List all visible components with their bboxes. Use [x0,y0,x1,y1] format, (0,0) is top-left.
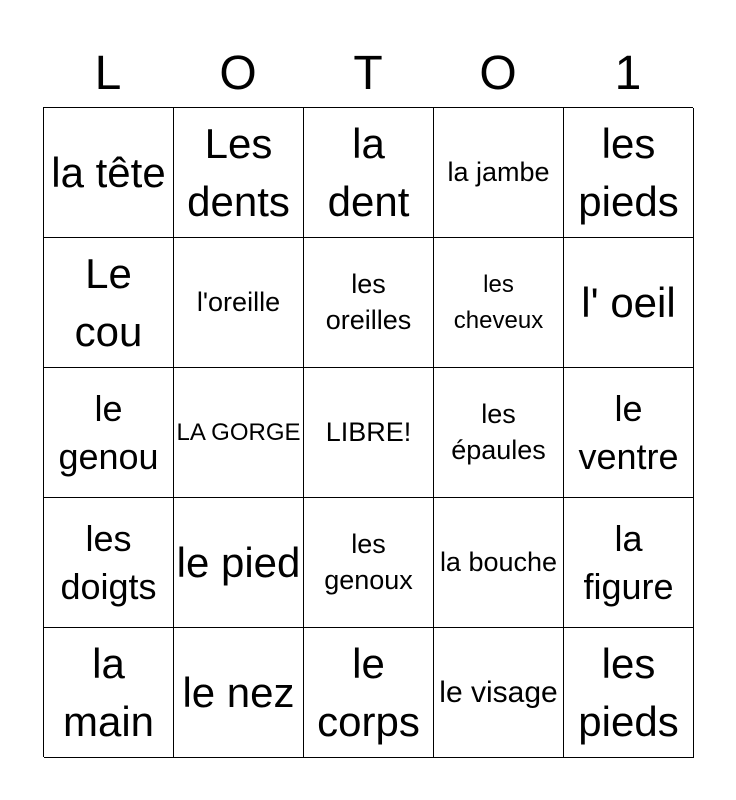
header-letter-o: O [219,47,257,100]
bingo-cell-r2-c2[interactable] [174,238,304,368]
bingo-cell-r3-c5[interactable] [564,368,694,498]
bingo-cell-r3-c2[interactable] [174,368,304,498]
bingo-cell-label: les genoux [324,529,413,595]
bingo-cell-label: le ventre [578,387,679,477]
bingo-cell-label: Les dents [187,119,290,225]
bingo-cell-r5-c3[interactable] [304,628,434,758]
bingo-cell-label: les épaules [451,399,546,465]
header-letter-l: L [94,47,122,100]
bingo-cell-r1-c3[interactable] [304,108,434,238]
bingo-cell-r5-c4[interactable] [434,628,564,758]
bingo-cell-label: LA GORGE [176,418,301,446]
bingo-cell-label: la dent [327,119,410,225]
bingo-cell-label: le nez [182,668,295,716]
bingo-cell-r5-c5[interactable] [564,628,694,758]
bingo-cell-label: les pieds [578,119,679,225]
free-space-label: LIBRE! [325,416,412,447]
bingo-cell-label: le pied [176,538,301,586]
bingo-cell-label: la jambe [447,156,550,187]
bingo-cell-r3-c4[interactable] [434,368,564,498]
bingo-cell-label: les oreilles [325,269,412,335]
bingo-cell-label: l' oeil [581,278,676,326]
bingo-cell-r4-c3[interactable] [304,498,434,628]
bingo-cell-r1-c2[interactable] [174,108,304,238]
bingo-cell-label: le corps [317,639,420,745]
bingo-header [43,42,693,106]
header-letter-t: T [353,47,383,100]
bingo-cell-label: Le cou [74,249,143,355]
bingo-cell-label: les pieds [578,639,679,745]
header-letter-o-2: O [479,47,517,100]
bingo-cell-r4-c2[interactable] [174,498,304,628]
bingo-cell-label: la bouche [439,546,558,577]
bingo-cell-label: les doigts [60,517,157,607]
bingo-cell-r3-c1[interactable] [44,368,174,498]
bingo-cell-r4-c1[interactable] [44,498,174,628]
bingo-cell-label: la main [62,639,155,745]
bingo-cell-r1-c1[interactable] [44,108,174,238]
bingo-cell-r4-c4[interactable] [434,498,564,628]
bingo-cell-label: les cheveux [453,270,544,334]
bingo-cell-label: le visage [439,676,558,709]
bingo-cell-r2-c1[interactable] [44,238,174,368]
bingo-cell-r2-c3[interactable] [304,238,434,368]
bingo-cell-r5-c2[interactable] [174,628,304,758]
bingo-cell-label: la figure [583,517,674,607]
bingo-cell-label: la tête [51,148,166,196]
bingo-cell-r2-c4[interactable] [434,238,564,368]
bingo-cell-label: l'oreille [196,286,281,317]
bingo-grid [43,107,693,757]
bingo-cell-r2-c5[interactable] [564,238,694,368]
header-letter-1: 1 [614,47,642,100]
bingo-cell-r1-c5[interactable] [564,108,694,238]
bingo-cell-free[interactable] [304,368,434,498]
bingo-cell-label: le genou [58,387,159,477]
bingo-cell-r4-c5[interactable] [564,498,694,628]
bingo-cell-r1-c4[interactable] [434,108,564,238]
bingo-cell-r5-c1[interactable] [44,628,174,758]
